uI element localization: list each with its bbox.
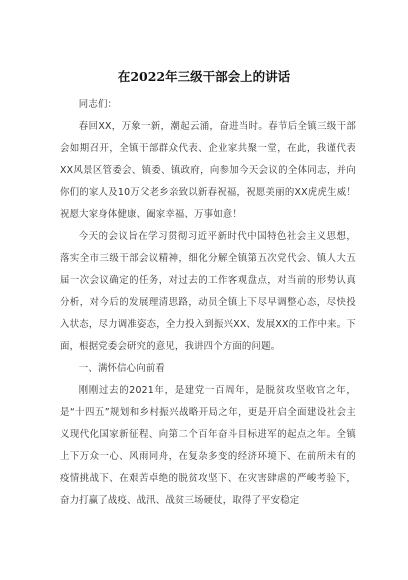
document-body	[60, 94, 356, 512]
greeting: 同志们：	[78, 99, 118, 110]
paragraph-opening: 春回XX，万象一新，潮起云涌，奋进当时。春节后全镇三级干部会如期召开，全镇干部群众代表、企业家共聚一堂，在此，我谨代表XX风景区管委会、镇委、镇政府，向参加今天会议的全体同志，并向你们的家人及10万父老乡亲致以新春祝福，祝愿美丽的XX虎虎生威！祝愿大家身体健康、阖家幸福、万事如意！	[60, 121, 356, 220]
paragraph-section-one: 刚刚过去的2021年，是建党一百周年，是脱贫攻坚收官之年，是“十四五”规划和乡村振兴战略开局之年，更是开启全面建设社会主义现代化国家新征程、向第二个百年奋斗目标进军的起点之年。全镇上下万众一心、风雨同舟，在复杂多变的经济环境下、在前所未有的疫情挑战下、在艰苦卓绝的脱贫攻坚下、在灾害肆虐的严峻考验下，奋力打赢了战疫、战汛、战贫三场硬仗，取得了平安稳定	[60, 385, 356, 506]
page-title: 在2022年三级干部会上的讲话	[117, 69, 291, 84]
section-heading: 一、满怀信心向前看	[78, 363, 165, 374]
paragraph-purpose: 今天的会议旨在学习贯彻习近平新时代中国特色社会主义思想，落实全市三级干部会议精神，细化分解全镇第五次党代会、镇人大五届一次会议确定的任务，对过去的工作客观盘点，对当前的形势认真分析，对今后的发展理清思路，动员全镇上下尽早调整心态，尽快投入状态，尽力调准姿态，全力投入到振兴XX、发展XX的工作中来。下面，根据党委会研究的意见，我讲四个方面的问题。	[60, 231, 356, 352]
